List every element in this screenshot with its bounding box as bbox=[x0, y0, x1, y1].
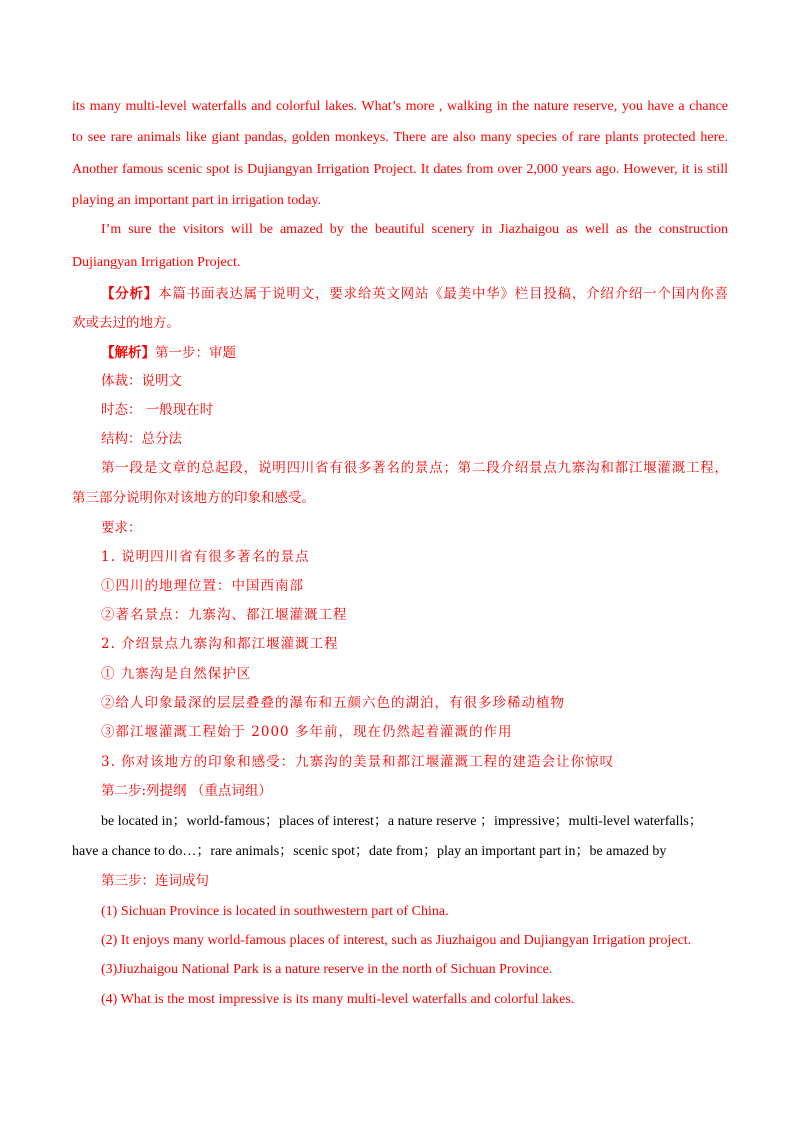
passage-line-2: to see rare animals like giant pandas, golden monkeys. There are also many species of rare plants protected here. bbox=[72, 130, 728, 145]
requirement-2b: ②给人印象最深的层层叠叠的瀑布和五颜六色的湖泊，有很多珍稀动植物 bbox=[101, 695, 565, 711]
passage-line-1: its many multi-level waterfalls and colorful lakes. What’s more , walking in the nature reserve, you have a chance bbox=[72, 99, 728, 114]
paragraph-plan-line-2: 第三部分说明你对该地方的印象和感受。 bbox=[72, 490, 315, 506]
sentence-3: (3)Jiuzhaigou National Park is a nature reserve in the north of Sichuan Province. bbox=[101, 962, 553, 977]
analysis-line-1 bbox=[101, 284, 728, 304]
sentence-1: (1) Sichuan Province is located in southwestern part of China. bbox=[101, 904, 449, 919]
explanation-tag: 【解析】 bbox=[101, 345, 155, 361]
requirement-1a: ①四川的地理位置：中国西南部 bbox=[101, 578, 304, 594]
requirement-2a: ① 九寨沟是自然保护区 bbox=[101, 666, 252, 682]
step-1-heading: 第一步：审题 bbox=[155, 345, 236, 361]
analysis-line-2: 欢或去过的地方。 bbox=[72, 315, 180, 331]
analysis-tag: 【分析】 bbox=[101, 286, 159, 302]
requirements-heading: 要求： bbox=[101, 520, 142, 536]
genre-line: 体裁：说明文 bbox=[101, 373, 182, 389]
requirement-3: 3. 你对该地方的印象和感受：九寨沟的美景和都江堰灌溉工程的建造会让你惊叹 bbox=[101, 754, 615, 770]
requirement-2c: ③都江堰灌溉工程始于 2000 多年前，现在仍然起着灌溉的作用 bbox=[101, 724, 513, 740]
step-3-heading: 第三步：连词成句 bbox=[101, 873, 209, 889]
key-phrases-line-2: have a chance to do…；rare animals；scenic spot；date from；play an important part in；be amazed by bbox=[72, 844, 667, 859]
passage-line-6: Dujiangyan Irrigation Project. bbox=[72, 255, 241, 270]
structure-line: 结构：总分法 bbox=[101, 431, 182, 447]
analysis-text: 本篇书面表达属于说明文，要求给英文网站《最美中华》栏目投稿，介绍介绍一个国内你喜 bbox=[158, 286, 729, 302]
requirement-1: 1. 说明四川省有很多著名的景点 bbox=[101, 549, 310, 565]
step-2-heading: 第二步:列提纲 （重点词组） bbox=[101, 783, 272, 799]
paragraph-plan-line-1: 第一段是文章的总起段，说明四川省有很多著名的景点；第二段介绍景点九寨沟和都江堰灌溉工程， bbox=[101, 460, 728, 476]
passage-line-5: I’m sure the visitors will be amazed by the beautiful scenery in Jiazhaigou as well as the construction bbox=[101, 222, 728, 237]
key-phrases-line-1: be located in；world-famous；places of interest；a nature reserve ；impressive；multi-level waterfalls； bbox=[101, 814, 703, 829]
sentence-4: (4) What is the most impressive is its many multi-level waterfalls and colorful lakes. bbox=[101, 992, 575, 1007]
explanation-step-1 bbox=[101, 343, 728, 363]
requirement-2: 2. 介绍景点九寨沟和都江堰灌溉工程 bbox=[101, 636, 339, 652]
sentence-2: (2) It enjoys many world-famous places of interest, such as Jiuzhaigou and Dujiangyan Irrigation project. bbox=[101, 933, 692, 948]
tense-line: 时态： 一般现在时 bbox=[101, 402, 214, 418]
requirement-1b: ②著名景点：九寨沟、都江堰灌溉工程 bbox=[101, 607, 348, 623]
passage-line-4: playing an important part in irrigation today. bbox=[72, 193, 322, 208]
passage-line-3: Another famous scenic spot is Dujiangyan Irrigation Project. It dates from over 2,000 years ago. However, it is still bbox=[72, 162, 728, 177]
